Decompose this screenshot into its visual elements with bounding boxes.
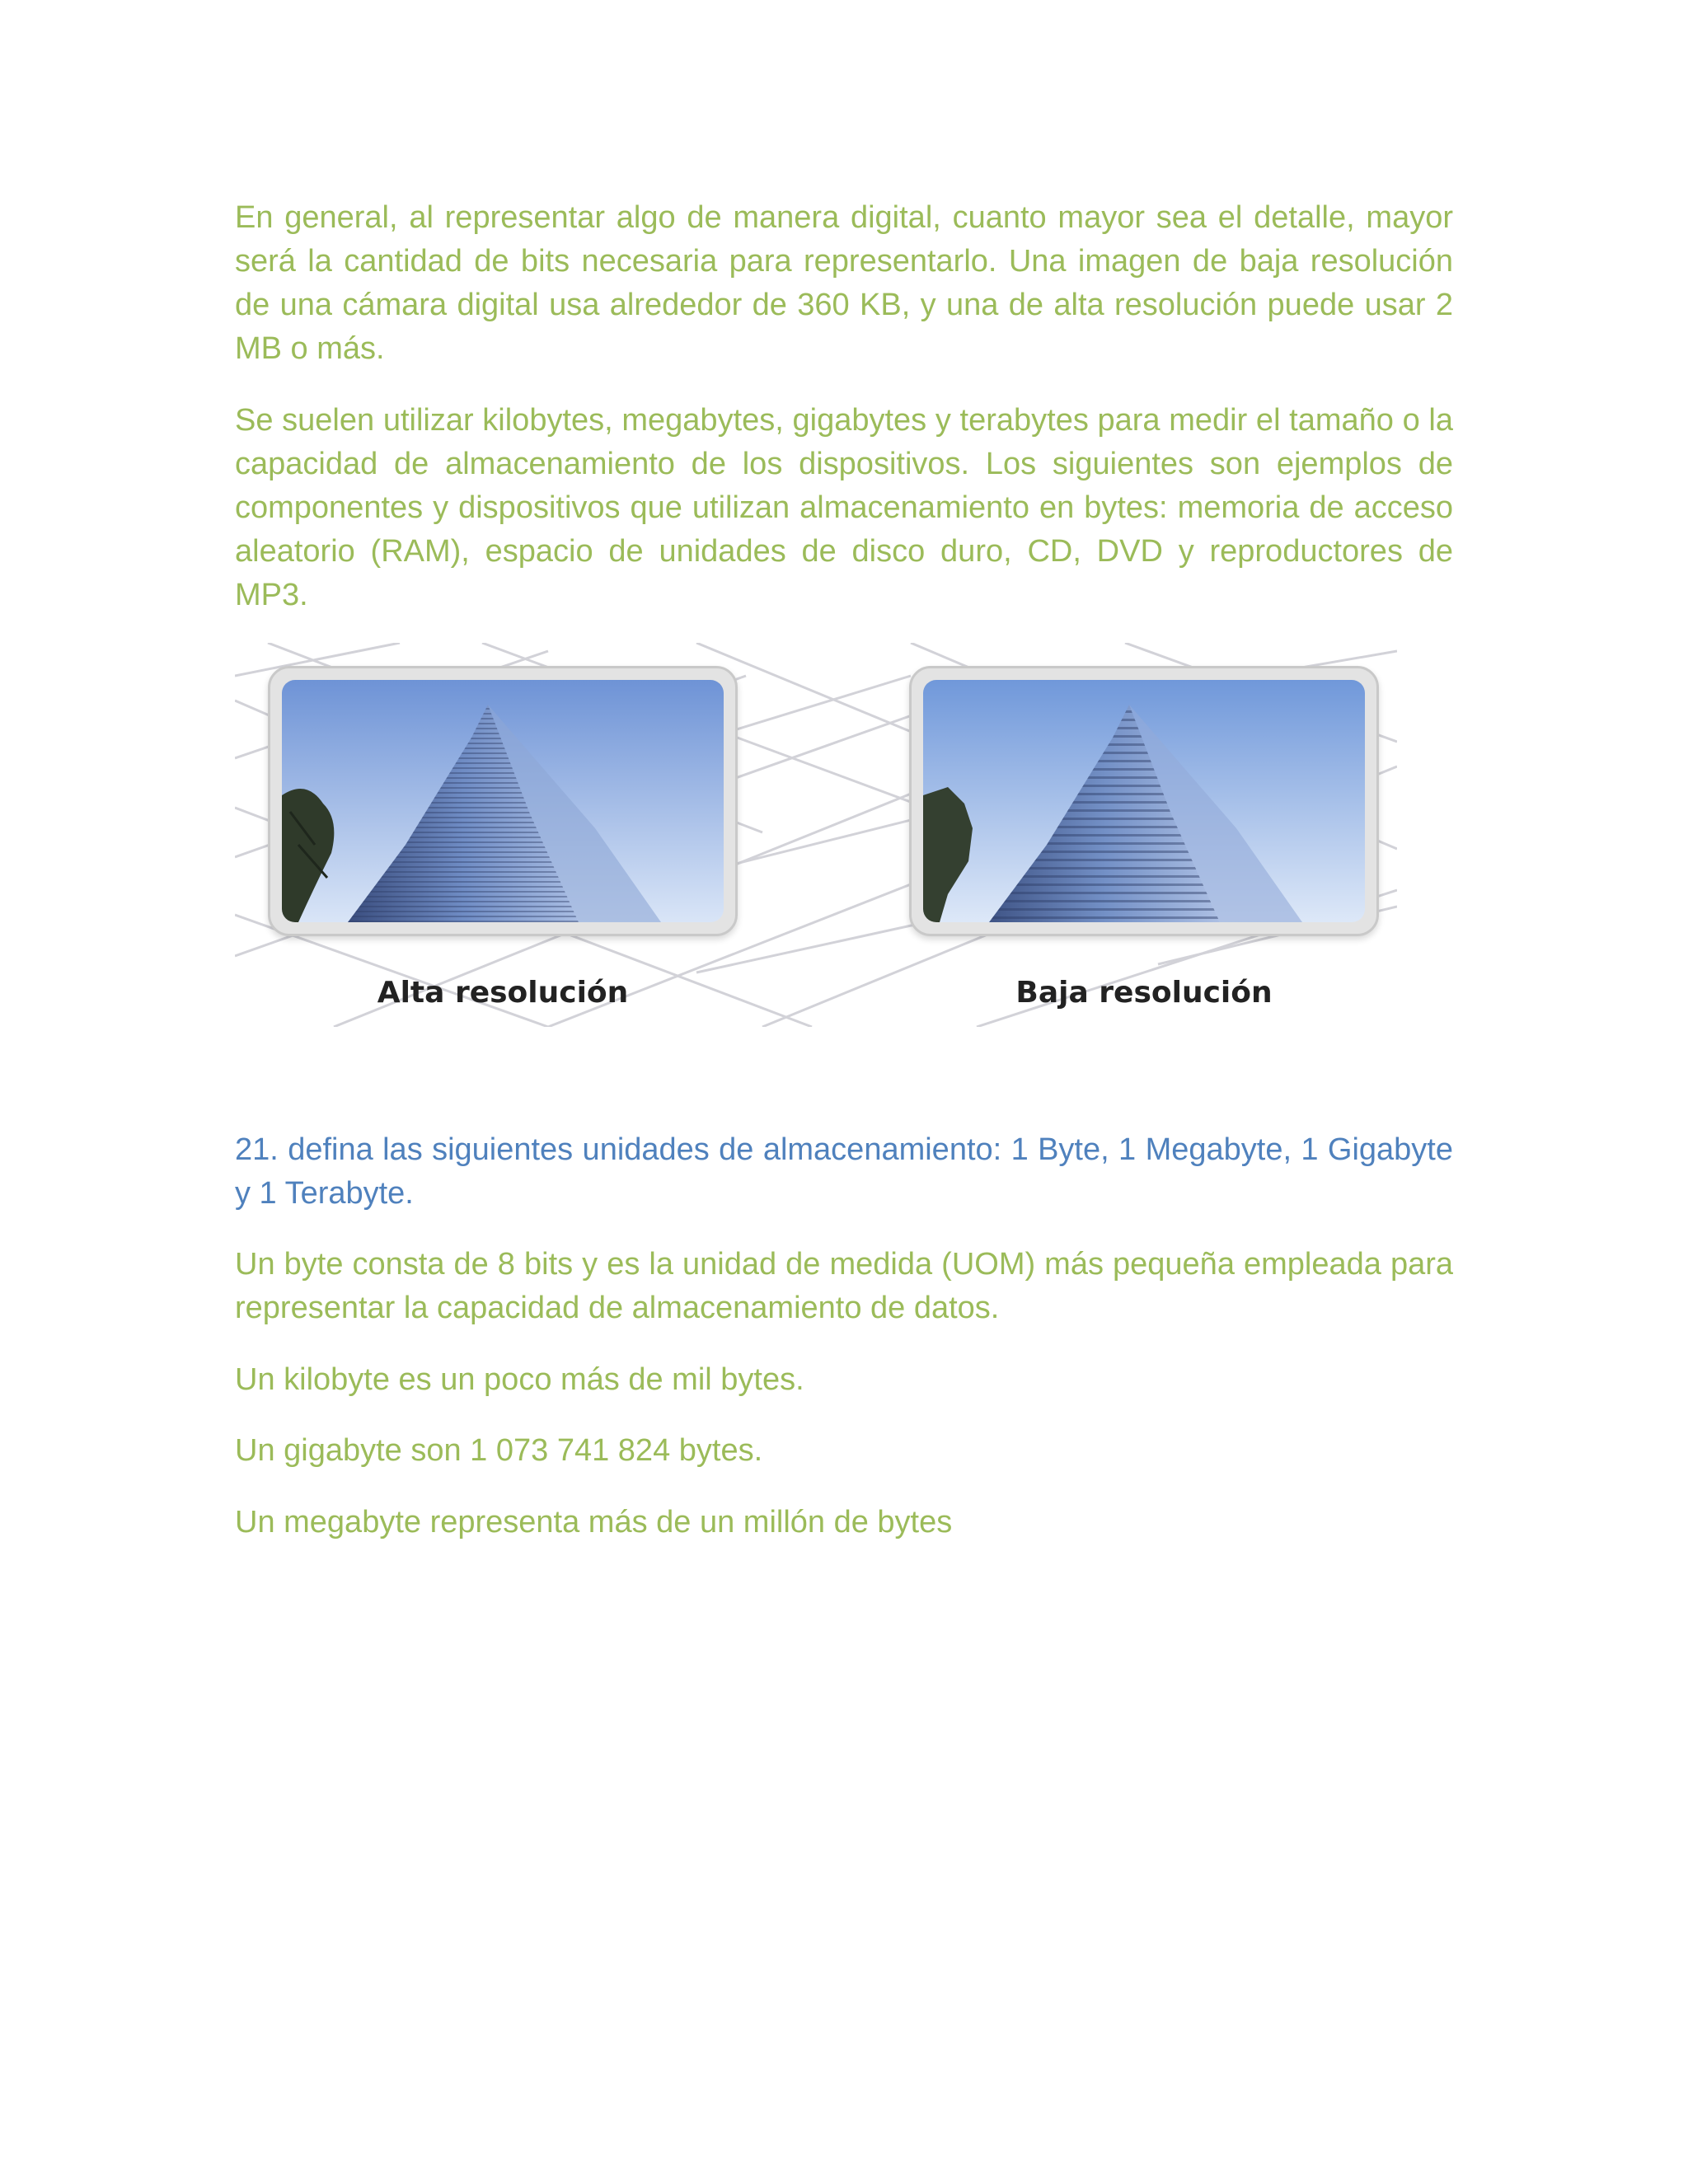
- building-photo-pixelated: [923, 680, 1365, 922]
- question-21: 21. defina las siguientes unidades de almacenamiento: 1 Byte, 1 Megabyte, 1 Gigabyte y 1 Terabyte.: [235, 1132, 1453, 1211]
- answer-megabyte: Un megabyte representa más de un millón de bytes: [235, 1505, 953, 1540]
- answer-byte: Un byte consta de 8 bits y es la unidad de medida (UOM) más pequeña empleada para representar la capacidad de almacenamiento de datos.: [235, 1247, 1453, 1325]
- answer-kilobyte: Un kilobyte es un poco más de mil bytes.: [235, 1362, 804, 1397]
- answer-gigabyte: Un gigabyte son 1 073 741 824 bytes.: [235, 1433, 763, 1468]
- paragraph-storage-units: Se suelen utilizar kilobytes, megabytes, gigabytes y terabytes para medir el tamaño o la capacidad de almacenamiento de los dispositivos. Los siguientes son ejemplos de componentes y dispositivos que utilizan almacenamiento en bytes: memoria de acceso aleatorio (RAM), espacio de unidades de disco duro, CD, DVD y reproductores de MP3.: [235, 403, 1453, 612]
- low-resolution-photo: [909, 666, 1379, 936]
- caption-high-resolution: Alta resolución: [377, 976, 629, 1010]
- building-photo-sharp: [282, 680, 724, 922]
- caption-low-resolution: Baja resolución: [1015, 976, 1273, 1010]
- paragraph-resolution: En general, al representar algo de manera digital, cuanto mayor sea el detalle, mayor será la cantidad de bits necesaria para representarlo. Una imagen de baja resolución de una cámara digital usa alrededor de 360 KB, y una de alta resolución puede usar 2 MB o más.: [235, 200, 1453, 366]
- resolution-comparison-figure: [235, 643, 1397, 1027]
- high-resolution-photo: [268, 666, 738, 936]
